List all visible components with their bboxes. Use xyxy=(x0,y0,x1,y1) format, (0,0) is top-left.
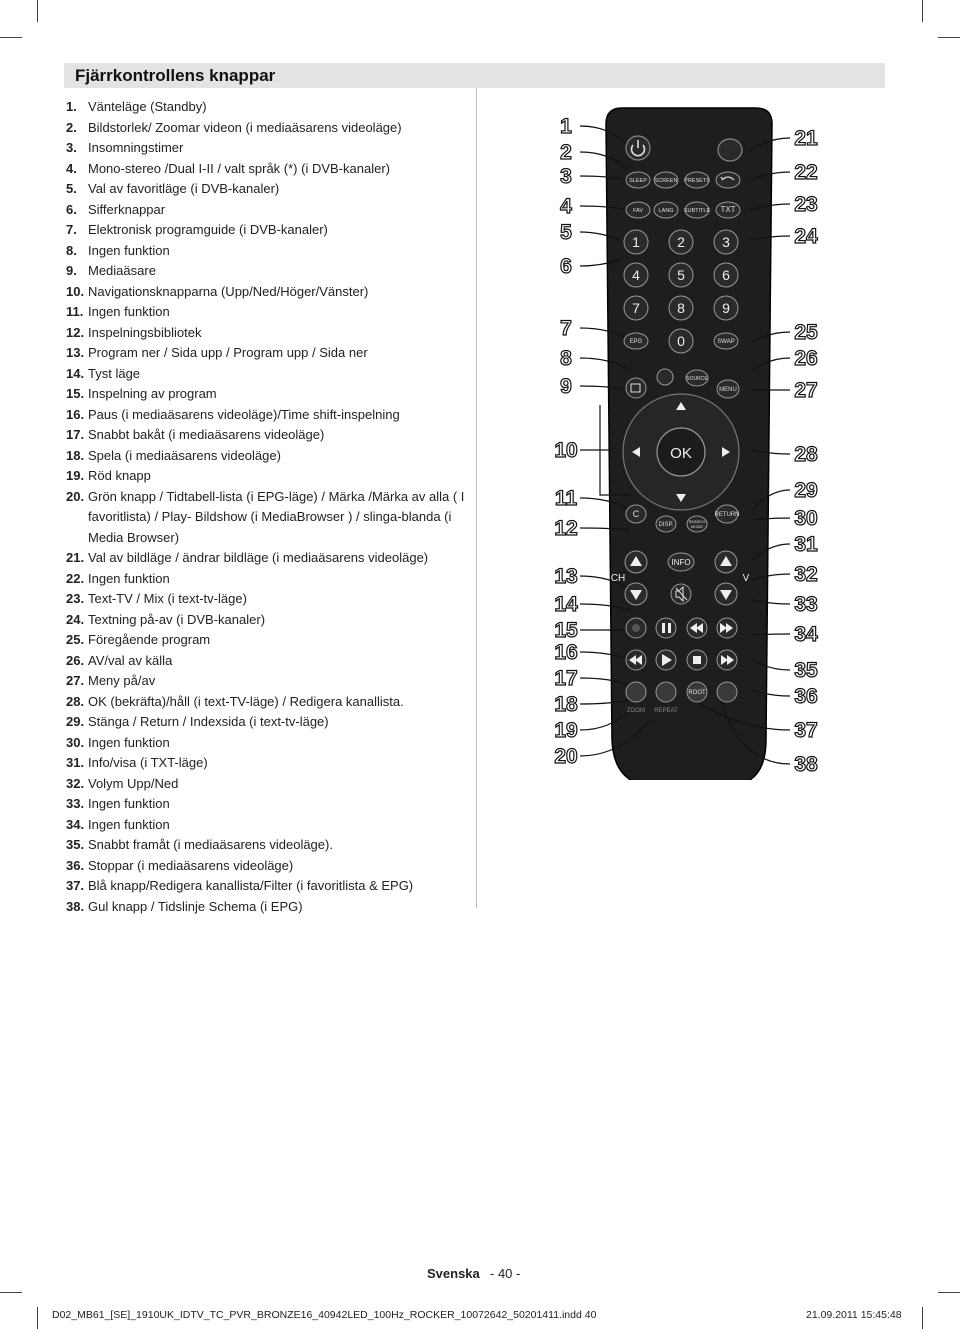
crop-mark xyxy=(0,37,22,38)
legend-item-number: 18. xyxy=(66,447,85,463)
legend-item-text: Val av favoritläge (i DVB-kanaler) xyxy=(88,181,280,196)
screen-label: SCREEN xyxy=(654,178,678,184)
repeat-label: REPEAT xyxy=(654,708,678,714)
digit-6-label: 6 xyxy=(722,267,730,283)
legend-item xyxy=(66,794,471,815)
legend-item-number: 15. xyxy=(66,386,85,401)
callout-number: 37 xyxy=(794,719,818,742)
legend-item-number: 25. xyxy=(66,632,85,647)
callout-number: 15 xyxy=(554,619,578,642)
legend-item-number: 5. xyxy=(66,181,77,196)
ch-label: CH xyxy=(610,573,626,584)
callout-number: 5 xyxy=(560,221,572,244)
callout-number: 19 xyxy=(554,719,578,742)
blue-button[interactable] xyxy=(717,682,737,702)
legend-item xyxy=(66,651,471,672)
callout-number: 35 xyxy=(794,659,818,682)
legend-item-text: Grön knapp / Tidtabell-lista (i EPG-läge) / Märka /Märka av alla ( I favoritlista) / Play- Bildshow (i MediaBrowser ) / slinga-blanda (i Media Browser) xyxy=(88,488,465,545)
callout-number: 24 xyxy=(794,225,818,248)
legend-item-number: 6. xyxy=(66,201,77,217)
legend-item-number: 29. xyxy=(66,714,85,729)
legend-item-text: Blå knapp/Redigera kanallista/Filter (i favoritlista & EPG) xyxy=(88,878,414,893)
legend-item xyxy=(66,323,471,344)
legend-item-text: Program ner / Sida upp / Program upp / Sida ner xyxy=(88,345,368,360)
legend-item xyxy=(66,159,471,180)
crop-mark xyxy=(922,0,923,22)
legend-item xyxy=(66,343,471,364)
legend-item-number: 33. xyxy=(66,796,85,811)
legend-item-text: Ingen funktion xyxy=(88,816,170,832)
callout-number: 6 xyxy=(560,255,572,278)
callout-number: 12 xyxy=(554,517,578,540)
legend-item-text: Ingen funktion xyxy=(88,734,170,750)
callout-number: 33 xyxy=(794,593,818,616)
legend-item-number: 31. xyxy=(66,755,85,770)
pause-icon xyxy=(662,623,665,633)
legend-item xyxy=(66,466,471,487)
legend-item xyxy=(66,405,471,426)
legend-item xyxy=(66,487,471,549)
legend-item-text: Ingen funktion xyxy=(88,242,170,258)
legend-item xyxy=(66,200,471,221)
callout-number: 36 xyxy=(794,685,818,708)
legend-item-number: 4. xyxy=(66,160,77,176)
presets-label: PRESETS xyxy=(684,178,710,184)
legend-item-number: 1. xyxy=(66,99,77,114)
red-button[interactable] xyxy=(626,682,646,702)
digit-4-label: 4 xyxy=(632,267,640,283)
legend-item xyxy=(66,302,471,323)
callout-number: 34 xyxy=(794,623,818,646)
legend-item-number: 9. xyxy=(66,263,77,278)
legend-item-text: Ingen funktion xyxy=(88,570,170,586)
callout-number: 1 xyxy=(560,115,572,138)
callout-number: 4 xyxy=(560,195,572,218)
legend-item xyxy=(66,118,471,139)
legend-item-number: 10. xyxy=(66,283,85,299)
legend-item-number: 20. xyxy=(66,488,85,504)
legend-item-text: Ingen funktion xyxy=(88,304,170,319)
crop-mark xyxy=(0,1292,22,1293)
legend-item-text: Stänga / Return / Indexsida (i text-tv-läge) xyxy=(88,714,329,729)
legend-item xyxy=(66,179,471,200)
legend-item-number: 37. xyxy=(66,878,85,893)
ok-label: OK xyxy=(670,445,692,462)
legend-item-text: Inspelningsbibliotek xyxy=(88,324,202,340)
legend-item-number: 17. xyxy=(66,427,85,442)
callout-number: 32 xyxy=(794,563,818,586)
legend-item-text: AV/val av källa xyxy=(88,652,173,668)
legend-item xyxy=(66,815,471,836)
legend-item-text: Insomningstimer xyxy=(88,140,184,155)
legend-item xyxy=(66,589,471,610)
remote-control-figure xyxy=(540,100,830,780)
legend-item-text: Info/visa (i TXT-läge) xyxy=(88,755,208,770)
swap-label: SWAP xyxy=(717,339,735,345)
legend-item-number: 19. xyxy=(66,468,85,483)
callout-number: 14 xyxy=(554,593,578,616)
crop-mark xyxy=(938,37,960,38)
callout-number: 20 xyxy=(554,745,578,768)
legend-item xyxy=(66,733,471,754)
info-label: INFO xyxy=(671,558,691,567)
callout-number: 11 xyxy=(554,487,578,510)
callout-number: 29 xyxy=(794,479,818,502)
legend-item-text: Textning på-av (i DVB-kanaler) xyxy=(88,611,266,627)
callout-number: 10 xyxy=(554,439,578,462)
digit-9-label: 9 xyxy=(722,300,730,316)
legend-item-text: Spela (i mediaäsarens videoläge) xyxy=(88,447,281,463)
callout-number: 21 xyxy=(794,127,818,150)
sleep-label: SLEEP xyxy=(629,178,647,184)
callout-number: 2 xyxy=(560,141,572,164)
legend-item-text: Tyst läge xyxy=(88,365,141,381)
crop-mark xyxy=(37,0,38,22)
legend-item-number: 27. xyxy=(66,673,85,688)
legend-item xyxy=(66,897,471,918)
legend-item xyxy=(66,671,471,692)
footer-language: Svenska xyxy=(427,1266,480,1281)
legend-item-number: 11. xyxy=(66,304,84,319)
callout-number: 18 xyxy=(554,693,578,716)
source-label: SOURCE xyxy=(686,376,708,382)
legend-item-number: 8. xyxy=(66,242,77,258)
legend-item xyxy=(66,97,471,118)
previous-program-button[interactable] xyxy=(716,172,740,188)
callout-number: 30 xyxy=(794,507,818,530)
legend-item-text: Meny på/av xyxy=(88,673,156,688)
legend-item xyxy=(66,610,471,631)
legend-item xyxy=(66,835,471,856)
legend-item-number: 12. xyxy=(66,324,85,340)
stop-icon xyxy=(693,656,701,664)
legend-item-text: Stoppar (i mediaäsarens videoläge) xyxy=(88,857,294,873)
callout-number: 16 xyxy=(554,641,578,664)
legend-item-text: Föregående program xyxy=(88,632,211,647)
legend-item-text: Snabbt framåt (i mediaäsarens videoläge). xyxy=(88,837,333,852)
legend-item xyxy=(66,384,471,405)
print-slug-file: D02_MB61_[SE]_1910UK_IDTV_TC_PVR_BRONZE16_40942LED_100Hz_ROCKER_10072642_50201411.indd 40 xyxy=(52,1309,597,1321)
legend-item xyxy=(66,856,471,877)
zoom-label: ZOOM xyxy=(627,708,645,714)
legend-item xyxy=(66,548,471,569)
legend-item-text: Ingen funktion xyxy=(88,796,170,811)
legend-item-text: Val av bildläge / ändrar bildläge (i mediaäsarens videoläge) xyxy=(88,550,429,565)
legend-item-text: Mono-stereo /Dual I-II / valt språk (*) (i DVB-kanaler) xyxy=(88,160,390,176)
fav-label: FAV xyxy=(633,208,643,214)
record-icon xyxy=(632,624,640,632)
callout-number: 31 xyxy=(794,533,818,556)
v-label: V xyxy=(742,573,750,584)
root-label: ROOT xyxy=(688,690,706,696)
legend-item xyxy=(66,569,471,590)
crop-mark xyxy=(938,1292,960,1293)
digit-1-label: 1 xyxy=(632,234,640,250)
legend-item-text: Sifferknappar xyxy=(88,201,166,217)
legend-item-number: 3. xyxy=(66,140,77,155)
legend-item-number: 21. xyxy=(66,550,85,565)
digit-2-label: 2 xyxy=(677,234,685,250)
callout-number: 38 xyxy=(794,753,818,776)
print-slug-date: 21.09.2011 15:45:48 xyxy=(806,1309,902,1321)
digit-0-label: 0 xyxy=(677,333,685,349)
callout-number: 9 xyxy=(560,375,572,398)
pause-button[interactable] xyxy=(656,618,676,638)
legend-item-text: Volym Upp/Ned xyxy=(88,775,179,791)
legend-item-text: Gul knapp / Tidslinje Schema (i EPG) xyxy=(88,898,303,914)
lang-label: LANG xyxy=(658,208,674,214)
legend-item-number: 34. xyxy=(66,816,85,832)
c-label: C xyxy=(632,509,640,519)
callout-number: 23 xyxy=(794,193,818,216)
legend-item-text: Bildstorlek/ Zoomar videon (i mediaäsarens videoläge) xyxy=(88,119,402,135)
picture-mode-button[interactable] xyxy=(718,139,742,161)
legend-item-number: 14. xyxy=(66,365,85,381)
callout-number: 8 xyxy=(560,347,572,370)
legend-item xyxy=(66,774,471,795)
legend-item xyxy=(66,630,471,651)
legend-item xyxy=(66,241,471,262)
digit-8-label: 8 xyxy=(677,300,685,316)
legend-item-number: 13. xyxy=(66,345,85,360)
txt-label: TXT xyxy=(720,205,736,214)
legend-item-text: Mediaäsare xyxy=(88,263,156,278)
callout-number: 22 xyxy=(794,161,818,184)
callout-number: 7 xyxy=(560,317,572,340)
callouts-left xyxy=(554,115,578,768)
legend-item-number: 38. xyxy=(66,898,85,914)
legend-item-number: 16. xyxy=(66,406,85,422)
legend-item xyxy=(66,446,471,467)
crop-mark xyxy=(922,1307,923,1329)
callout-number: 17 xyxy=(554,667,578,690)
legend-item-text: Inspelning av program xyxy=(88,386,217,401)
media-browser-button[interactable] xyxy=(626,378,646,398)
subtitle-label: SUBTITLE xyxy=(683,208,711,214)
legend-item-number: 26. xyxy=(66,652,85,668)
legend-item xyxy=(66,138,471,159)
search-mode-label: MODE xyxy=(691,524,703,529)
section-title: Fjärrkontrollens knappar xyxy=(75,66,276,85)
crop-mark xyxy=(37,1307,38,1329)
legend-item-number: 24. xyxy=(66,611,85,627)
legend-item xyxy=(66,425,471,446)
legend-item-text: Navigationsknapparna (Upp/Ned/Höger/Vänster) xyxy=(88,283,369,299)
legend-item-number: 7. xyxy=(66,222,77,237)
callout-number: 25 xyxy=(794,321,818,344)
legend-item-text: OK (bekräfta)/håll (i text-TV-läge) / Redigera kanallista. xyxy=(88,693,404,709)
callout-number: 27 xyxy=(794,379,818,402)
legend-item-text: Vänteläge (Standby) xyxy=(88,99,207,114)
section-header xyxy=(64,63,885,88)
column-divider xyxy=(476,88,477,908)
search-label: SEARCH xyxy=(688,519,706,524)
legend-item-text: Elektronisk programguide (i DVB-kanaler) xyxy=(88,222,328,237)
callout-number: 13 xyxy=(554,565,578,588)
legend-item-number: 28. xyxy=(66,693,85,709)
mute-small-button[interactable] xyxy=(657,369,673,385)
legend-item-number: 35. xyxy=(66,837,85,852)
legend-item xyxy=(66,364,471,385)
legend-item xyxy=(66,712,471,733)
legend-item xyxy=(66,692,471,713)
legend-item-text: Text-TV / Mix (i text-tv-läge) xyxy=(88,591,247,606)
legend-item-number: 2. xyxy=(66,119,77,135)
return-label: RETURN xyxy=(714,512,740,518)
menu-label: MENU xyxy=(719,387,737,393)
legend-item xyxy=(66,753,471,774)
legend-item xyxy=(66,220,471,241)
callout-number: 3 xyxy=(560,165,572,188)
legend-item-text: Snabbt bakåt (i mediaäsarens videoläge) xyxy=(88,427,325,442)
legend-item xyxy=(66,282,471,303)
digit-7-label: 7 xyxy=(632,300,640,316)
legend-item-number: 32. xyxy=(66,775,85,791)
legend-item-text: Röd knapp xyxy=(88,468,151,483)
callouts-right xyxy=(794,127,818,776)
callout-number: 28 xyxy=(794,443,818,466)
disp-label: DISP. xyxy=(658,522,674,528)
button-legend-list xyxy=(66,97,471,917)
legend-item-number: 30. xyxy=(66,734,85,750)
epg-label: EPG xyxy=(629,339,643,345)
legend-item-text: Paus (i mediaäsarens videoläge)/Time shift-inspelning xyxy=(88,406,400,422)
legend-item-number: 36. xyxy=(66,857,85,873)
legend-item xyxy=(66,876,471,897)
callout-number: 26 xyxy=(794,347,818,370)
digit-5-label: 5 xyxy=(677,267,685,283)
legend-item xyxy=(66,261,471,282)
legend-item-number: 22. xyxy=(66,570,85,586)
green-button[interactable] xyxy=(656,682,676,702)
page-number: - 40 - xyxy=(490,1266,521,1281)
legend-item-number: 23. xyxy=(66,591,85,606)
digit-3-label: 3 xyxy=(722,234,730,250)
